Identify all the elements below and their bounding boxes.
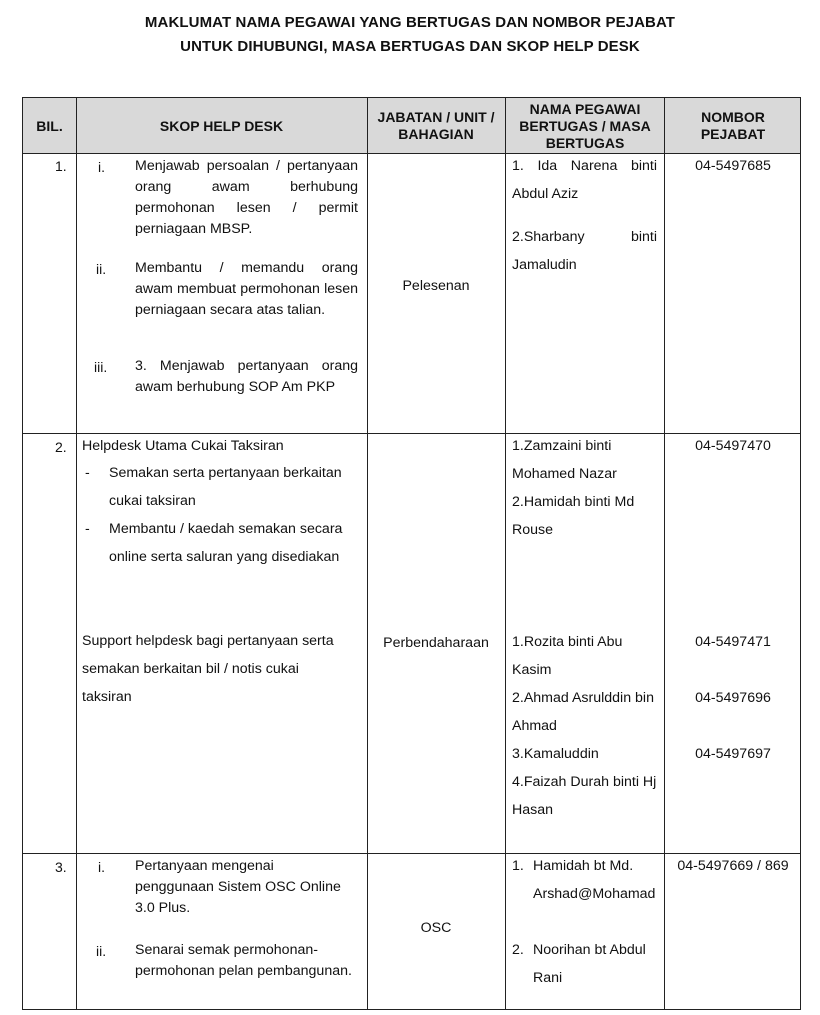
officer-name: 2.Sharbany binti Jamaludin [512,229,657,273]
officer-name: 2.Hamidah binti Md Rouse [512,494,635,538]
header-bil: BIL. [36,117,63,134]
row-number: 3. [55,859,67,875]
document-title-line-2: UNTUK DIHUBUNGI, MASA BERTUGAS DAN SKOP HELP DESK [180,38,640,55]
scope-item-text: Menjawab persoalan / pertanyaan orang awam berhubung permohonan lesen / permit perniagaan MBSP. [135,158,358,237]
scope-bullet: Semakan serta pertanyaan berkaitan cukai taksiran [109,465,342,509]
officer-name: 1.Zamzaini binti Mohamed Nazar [512,438,617,482]
column-divider [505,98,506,1009]
department-name: Perbendaharaan [383,635,489,651]
office-phone: 04-5497471 [695,634,771,650]
officer-name: 1.Rozita binti Abu Kasim [512,634,623,678]
scope-item-number: iii. [94,359,108,375]
scope-item-number: i. [98,859,105,875]
scope-item-text: Pertanyaan mengenai penggunaan Sistem OSC Online 3.0 Plus. [135,858,341,916]
scope-heading: Helpdesk Utama Cukai Taksiran [82,438,284,454]
column-divider [664,98,665,1009]
scope-item-number: i. [98,159,105,175]
scope-item-text: Membantu / memandu orang awam membuat permohonan lesen perniagaan secara atas talian. [135,260,358,318]
officer-list-number: 2. [512,942,524,958]
scope-item-text: 3. Menjawab pertanyaan orang awam berhubung SOP Am PKP [135,358,358,395]
header-skop: SKOP HELP DESK [159,117,284,134]
header-nombor: NOMBOR PEJABAT [700,109,766,142]
scope-item-text: Senarai semak permohonan-permohonan pelan pembangunan. [135,942,352,979]
office-phone: 04-5497696 [695,690,771,706]
officer-name: 1. Ida Narena binti Abdul Aziz [512,158,657,202]
header-jabatan: JABATAN / UNIT / BAHAGIAN [377,109,495,142]
officer-name: Hamidah bt Md. Arshad@Mohamad [533,858,656,902]
scope-support-text: Support helpdesk bagi pertanyaan serta semakan berkaitan bil / notis cukai taksiran [82,633,334,705]
scope-bullet: Membantu / kaedah semakan secara online serta saluran yang disediakan [109,521,343,565]
officer-name: 2.Ahmad Asrulddin bin Ahmad [512,690,654,734]
header-nama: NAMA PEGAWAI BERTUGAS / MASA BERTUGAS [519,100,651,151]
officer-name: 3.Kamaluddin [512,746,599,762]
department-name: OSC [420,920,452,936]
row-number: 1. [55,158,67,174]
office-phone: 04-5497470 [695,438,771,454]
officer-name: 4.Faizah Durah binti Hj Hasan [512,774,657,818]
officer-name: Noorihan bt Abdul Rani [533,942,646,986]
officer-list-number: 1. [512,858,524,874]
column-divider [367,98,368,1009]
document-title-line-1: MAKLUMAT NAMA PEGAWAI YANG BERTUGAS DAN NOMBOR PEJABAT [144,14,676,31]
scope-item-number: ii. [96,261,107,277]
column-divider [76,98,77,1009]
department-name: Pelesenan [402,278,470,294]
office-phone: 04-5497669 / 869 [677,858,789,874]
bullet-dash: - [85,521,90,537]
office-phone: 04-5497685 [695,158,771,174]
helpdesk-table [22,97,801,1010]
row-number: 2. [55,439,67,455]
scope-item-number: ii. [96,943,107,959]
bullet-dash: - [85,465,90,481]
office-phone: 04-5497697 [695,746,771,762]
